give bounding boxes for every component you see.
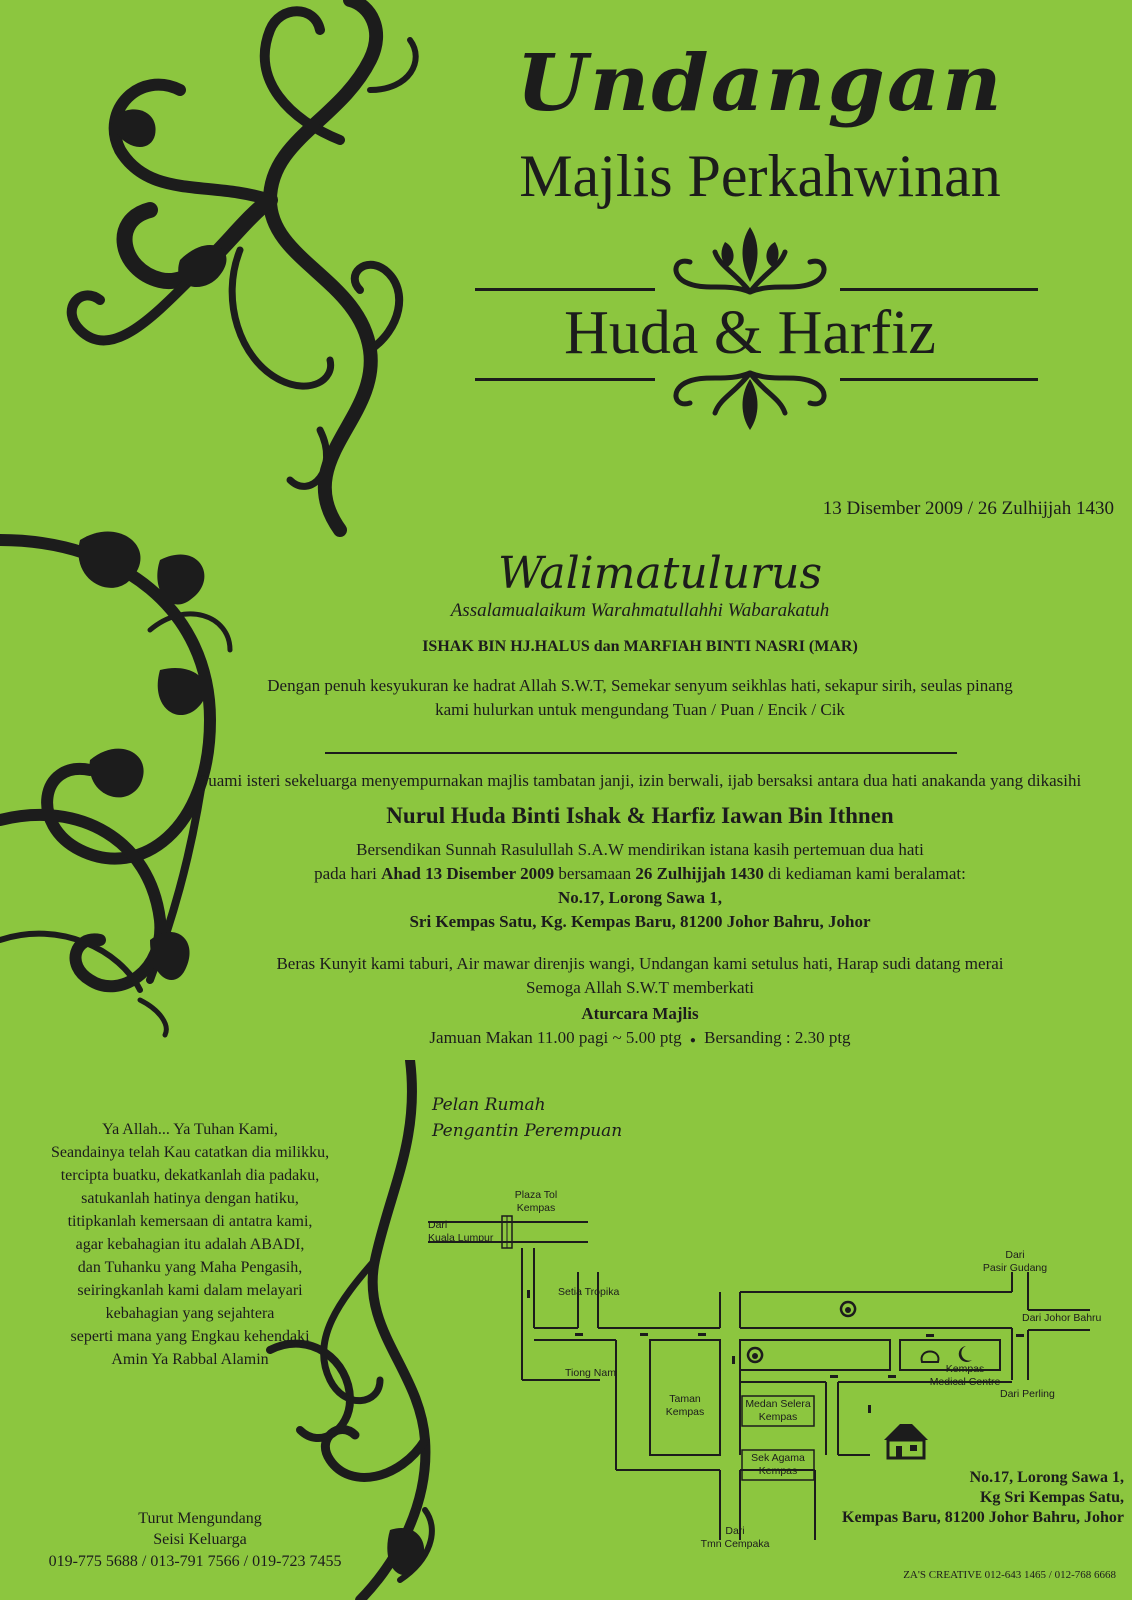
map-label-text: Tmn Cempaka [700, 1538, 770, 1550]
parents-names: ISHAK BIN HJ.HALUS dan MARFIAH BINTI NASRI (MAR) [422, 638, 858, 655]
map-address-line: No.17, Lorong Sawa 1, [969, 1469, 1124, 1486]
map-label-pg [970, 1249, 1060, 1275]
map-address-line: Kg Sri Kempas Satu, [979, 1489, 1124, 1506]
turut-line: Turut Mengundang [138, 1510, 262, 1527]
doa-line: titipkanlah kemersaan di antatra kami, [67, 1213, 313, 1230]
invite-line: kami hulurkan untuk mengundang Tuan / Puan / Encik / Cik [435, 700, 845, 719]
map-label-text: Kempas [665, 1406, 705, 1418]
address-line: Sri Kempas Satu, Kg. Kempas Baru, 81200 Johor Bahru, Johor [409, 912, 871, 931]
aturcara-title: Aturcara Majlis [581, 1004, 699, 1023]
crescent-icon [959, 1346, 972, 1362]
phone-numbers: 019-775 5688 / 013-791 7566 / 019-723 7455 [48, 1553, 342, 1570]
map-label-toll [496, 1189, 576, 1215]
doa-line: agar kebahagian itu adalah ABADI, [75, 1236, 305, 1253]
designer-credit: ZA'S CREATIVE 012-643 1465 / 012-768 6668 [903, 1569, 1116, 1581]
hijri-date: 26 Zulhijjah 1430 [635, 864, 764, 883]
petrol-station-icon [748, 1348, 762, 1362]
couple-names-heading: Huda & Harfiz [564, 299, 936, 367]
map-label-tiongnam: Tiong Nam [565, 1367, 616, 1379]
petrol-station-icon [841, 1302, 855, 1316]
couple-full-names: Nurul Huda Binti Ishak & Harfiz Iawan Bin Ithnen [386, 803, 894, 828]
map-title-line: Pengantin Perempuan [432, 1121, 623, 1141]
text-fragment: di kediaman kami beralamat: [763, 864, 966, 883]
walimah-heading: Walimatulurus [497, 548, 823, 599]
map-label-taman [650, 1393, 720, 1419]
doa-line: tercipta buatku, dekatkanlah dia padaku, [60, 1167, 320, 1184]
suami-line: Suami isteri sekeluarga menyempurnakan majlis tambatan janji, izin berwali, ijab bersaksi antara dua hati anakanda yang dikasihi [198, 771, 1082, 790]
script-title: Undangan [516, 38, 1004, 129]
beras-line: Beras Kunyit kami taburi, Air mawar direnjis wangi, Undangan kami setulus hati, Harap sudi datang merai [276, 954, 1004, 973]
map-label-text: Kempas [758, 1465, 798, 1477]
map-label-text: Dari [725, 1525, 745, 1537]
map-label-text: Medical Centre [929, 1376, 1001, 1388]
map-label-text: Taman [669, 1393, 701, 1405]
semoga-line: Semoga Allah S.W.T memberkati [525, 978, 755, 997]
doa-line: seperti mana yang Engkau kehendaki [70, 1328, 310, 1345]
event-date: 13 Disember 2009 / 26 Zulhijjah 1430 [822, 498, 1114, 519]
map-label-text: Kuala Lumpur [428, 1232, 494, 1244]
bullet-icon: ● [689, 1035, 696, 1046]
doa-line: Ya Allah... Ya Tuhan Kami, [102, 1121, 278, 1138]
map-label-jb: Dari Johor Bahru [1022, 1312, 1102, 1324]
map-label-text: Sek Agama [751, 1452, 805, 1464]
house-icon [884, 1424, 928, 1458]
map-address-line: Kempas Baru, 81200 Johor Bahru, Johor [842, 1509, 1124, 1526]
map-label-tmn [690, 1525, 780, 1551]
doa-line: dan Tuhanku yang Maha Pengasih, [77, 1259, 303, 1276]
doa-line: seiringkanlah kami dalam melayari [77, 1282, 303, 1299]
map-label-text: Plaza Tol [514, 1189, 558, 1201]
doa-line: Seandainya telah Kau catatkan dia milikku, [50, 1144, 330, 1161]
map-label-text: Pasir Gudang [982, 1262, 1048, 1274]
map-label-text: Dari [1005, 1249, 1025, 1261]
sendi-line: Bersendikan Sunnah Rasulullah S.A.W mendirikan istana kasih pertemuan dua hati [356, 840, 924, 859]
map-label-text: Dari [428, 1219, 448, 1231]
page-title: Majlis Perkahwinan [519, 143, 1001, 209]
invite-line: Dengan penuh kesyukuran ke hadrat Allah S.W.T, Semekar senyum seikhlas hati, sekapur sirih, seulas pinang [267, 676, 1013, 695]
map-label-sekagama [740, 1452, 816, 1478]
map-label-text: Kempas [945, 1363, 985, 1375]
text-fragment: bersamaan [554, 864, 636, 883]
map-label-text: Kempas [516, 1202, 556, 1214]
address-line: No.17, Lorong Sawa 1, [557, 888, 723, 907]
shell-icon [922, 1352, 939, 1363]
map-address [812, 1468, 1124, 1528]
map-label-setia: Setia Tropika [558, 1286, 620, 1298]
map-label-text: Medan Selera [745, 1398, 811, 1410]
map-label-medan [740, 1398, 816, 1424]
text-fragment: pada hari [314, 864, 382, 883]
salam-greeting: Assalamualaikum Warahmatullahhi Wabarakatuh [450, 600, 830, 621]
jamuan-time: Jamuan Makan 11.00 pagi ~ 5.00 ptg [429, 1028, 682, 1047]
map-label-kl [428, 1219, 518, 1245]
turut-line: Seisi Keluarga [153, 1531, 247, 1548]
doa-line: Amin Ya Rabbal Alamin [111, 1351, 269, 1368]
doa-line: satukanlah hatinya dengan hatiku, [81, 1190, 299, 1207]
map-label-medical [925, 1363, 1005, 1389]
doa-line: kebahagian yang sejahtera [105, 1305, 275, 1322]
map-title-line: Pelan Rumah [432, 1095, 546, 1115]
map-label-text: Kempas [758, 1411, 798, 1423]
map-label-perling: Dari Perling [1000, 1388, 1055, 1400]
day-date: Ahad 13 Disember 2009 [381, 864, 555, 883]
bersanding-time: Bersanding : 2.30 ptg [704, 1028, 851, 1047]
